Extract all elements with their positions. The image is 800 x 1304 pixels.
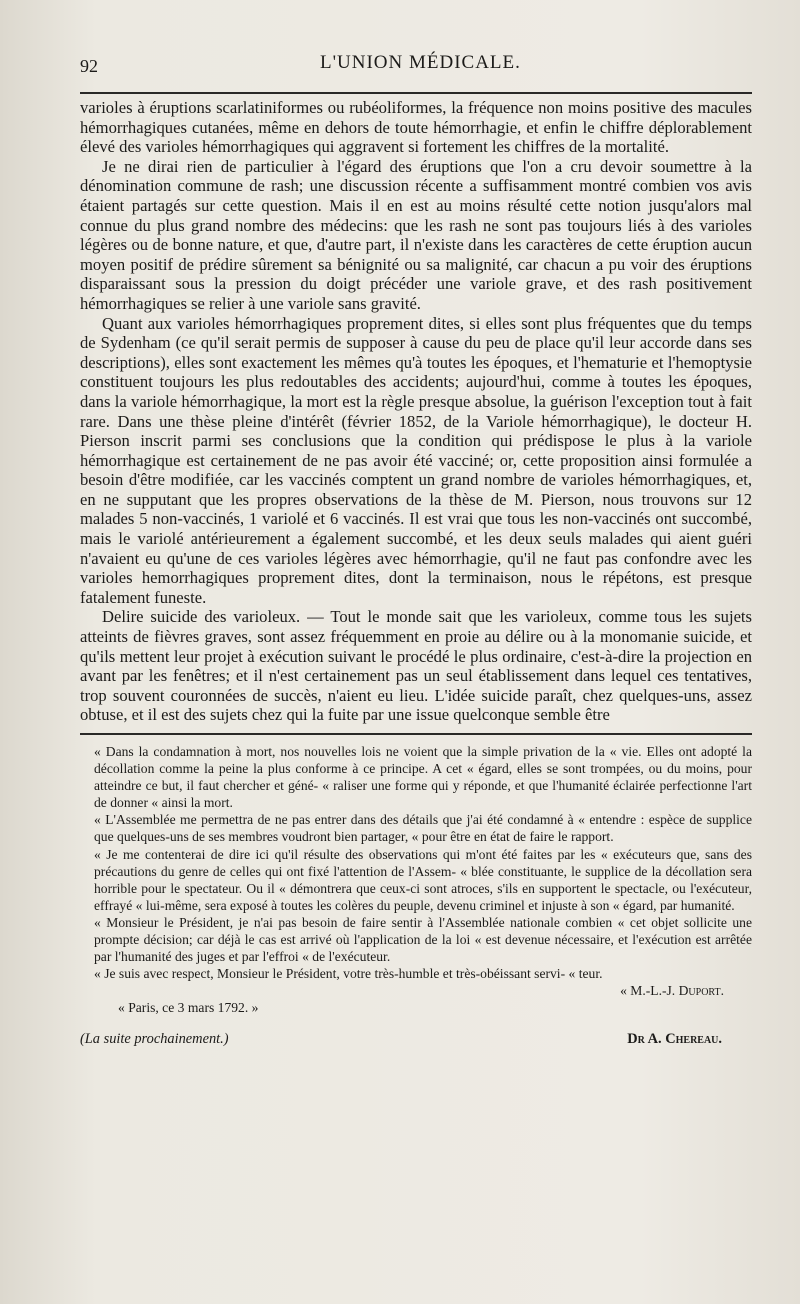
footnote-quote-2: « L'Assemblée me permettra de ne pas entrer dans des détails que j'ai été condamné à « entendre : espèce de supplice que quelques-uns de ses membres voudront bien partager, « pour être en état de faire le rapport. bbox=[94, 812, 752, 845]
page-header bbox=[80, 50, 752, 80]
paragraph-4: Delire suicide des varioleux. — Tout le monde sait que les varioleux, comme tous les sujets atteints de fièvres graves, sont assez fréquemment en proie au délire ou à la monomanie suicide, et qu'ils mettent leur projet à exécution suivant le procédé le plus ordinaire, c'est-à-dire la projection en avant par les fenêtres; et il n'est certainement pas un seul établissement dans lequel ces tentatives, trop souvent couronnées de succès, n'aient eu lieu. L'idée suicide paraît, chez quelques-uns, assez obtuse, et il est des sujets chez qui la fuite par une issue quelconque semble être bbox=[80, 607, 752, 725]
page-number: 92 bbox=[80, 56, 98, 76]
footnote-quote-5: « Je suis avec respect, Monsieur le Président, votre très-humble et très-obéissant servi- « teur. bbox=[94, 966, 603, 982]
footnote-signature: « M.-L.-J. Duport. bbox=[620, 983, 724, 999]
running-title: L'UNION MÉDICALE. bbox=[320, 52, 521, 73]
header-rule bbox=[80, 92, 752, 94]
closing-line bbox=[80, 1031, 752, 1048]
footnote bbox=[80, 743, 752, 1017]
main-text bbox=[80, 98, 752, 725]
paragraph-2: Je ne dirai rien de particulier à l'égard des éruptions que l'on a cru devoir soumettre à la dénomination commune de rash; une discussion récente a suffisamment montré combien vos avis étaient partagés sur cette question. Mais il en est au moins résulté cette notion jusqu'alors mal connue du plus grand nombre des médecins: que les rash ne sont pas toujours liés à des varioles légères ou de bonne nature, et que, d'autre part, il n'existe dans les caractères de cette éruption aucun moyen positif de prédire sûrement sa bénignité ou sa malignité, car chacun a pu voir des éruptions disparaissant sous la pression du doigt précéder une variole grave, et des rash positivement hémorrhagiques se relier à une variole sans gravité. bbox=[80, 156, 752, 313]
footnote-date: « Paris, ce 3 mars 1792. » bbox=[118, 1000, 259, 1016]
footnote-quote-4: « Monsieur le Président, je n'ai pas besoin de faire sentir à l'Assemblée nationale combien « cet objet sollicite une prompte décision; car déjà le cas est arrivé où l'application de la loi « est devenue nécessaire, et l'exécution est arrêtée par l'humanité des juges et par l'effroi « de l'exécuteur. bbox=[94, 914, 752, 965]
continuation-note: (La suite prochainement.) bbox=[80, 1030, 229, 1047]
paragraph-3: Quant aux varioles hémorrhagiques proprement dites, si elles sont plus fréquentes que du temps de Sydenham (ce qu'il serait permis de supposer à cause du peu de place qu'il leur accorde dans ses descriptions), elles sont exactement les mêmes qu'à toutes les époques, et l'hematurie et l'hemoptysie constituent toujours les plus redoutables des accidents; aujourd'hui, comme à toutes les époques, dans la variole hémorrhagique, la mort est la règle presque absolue, la guérison l'exception tout à fait rare. Dans une thèse pleine d'intérêt (février 1852, de la Variole hémorrhagique), le docteur H. Pierson inscrit parmi ses conclusions que la condition qui prédispose le plus à la variole hémorrhagique est certainement de ne pas avoir été vacciné; or, cette proposition ainsi formulée a besoin d'être modifiée, car les vaccinés comptent un grand nombre de varioles hémorrhagiques, et, en ne supputant que les propres observations de la thèse de M. Pierson, nous trouvons sur 12 malades 5 non-vaccinés, 1 variolé et 6 vaccinés. Il est vrai que tous les non-vaccinés ont succombé, mais le variolé antérieurement a également succombé, et les deux seuls malades qui aient guéri n'avaient eu qu'une de ces varioles légères avec hémorrhagie, qu'il ne faut pas confondre avec les varioles hemorrhagiques proprement dites, dont la terminaison, nous le répétons, est presque fatalement funeste. bbox=[80, 313, 752, 607]
footnote-quote-1: « Dans la condamnation à mort, nos nouvelles lois ne voient que la simple privation de la « vie. Elles ont adopté la décollation comme la peine la plus conforme à ce principe. A cet « égard, elles se sont trompées, ou du moins, pour atteindre ce but, il faut chercher et géné- « raliser une forme qui y réponde, et que l'humanité éclairée perfectionne l'art de donner « ainsi la mort. bbox=[94, 744, 752, 811]
paragraph-1: varioles à éruptions scarlatiniformes ou rubéoliformes, la fréquence non moins positive des macules hémorrhagiques cutanées, même en dehors de toute hémorrhagie, et enfin le chiffre déplorablement élevé des varioles hémorrhagiques qui aggravent si fortement les chiffres de la mortalité. bbox=[80, 98, 752, 157]
footnote-separator bbox=[80, 733, 752, 735]
author-signature: Dr A. Chereau. bbox=[627, 1030, 722, 1047]
footnote-quote-3: « Je me contenterai de dire ici qu'il résulte des observations qui m'ont été faites par les « exécuteurs que, sans des précautions du genre de celles qui ont fixé l'attention de l'Assem- « blée constituante, le supplice de la décollation sera horrible pour le spectateur. Ou il « démontrera que ceux-ci sont atroces, s'ils en supportent le spectacle, ou l'exécuteur, effrayé « lui-même, sera exposé à toutes les colères du peuple, devenu criminel et injuste à son « égard, par humanité. bbox=[94, 846, 752, 913]
